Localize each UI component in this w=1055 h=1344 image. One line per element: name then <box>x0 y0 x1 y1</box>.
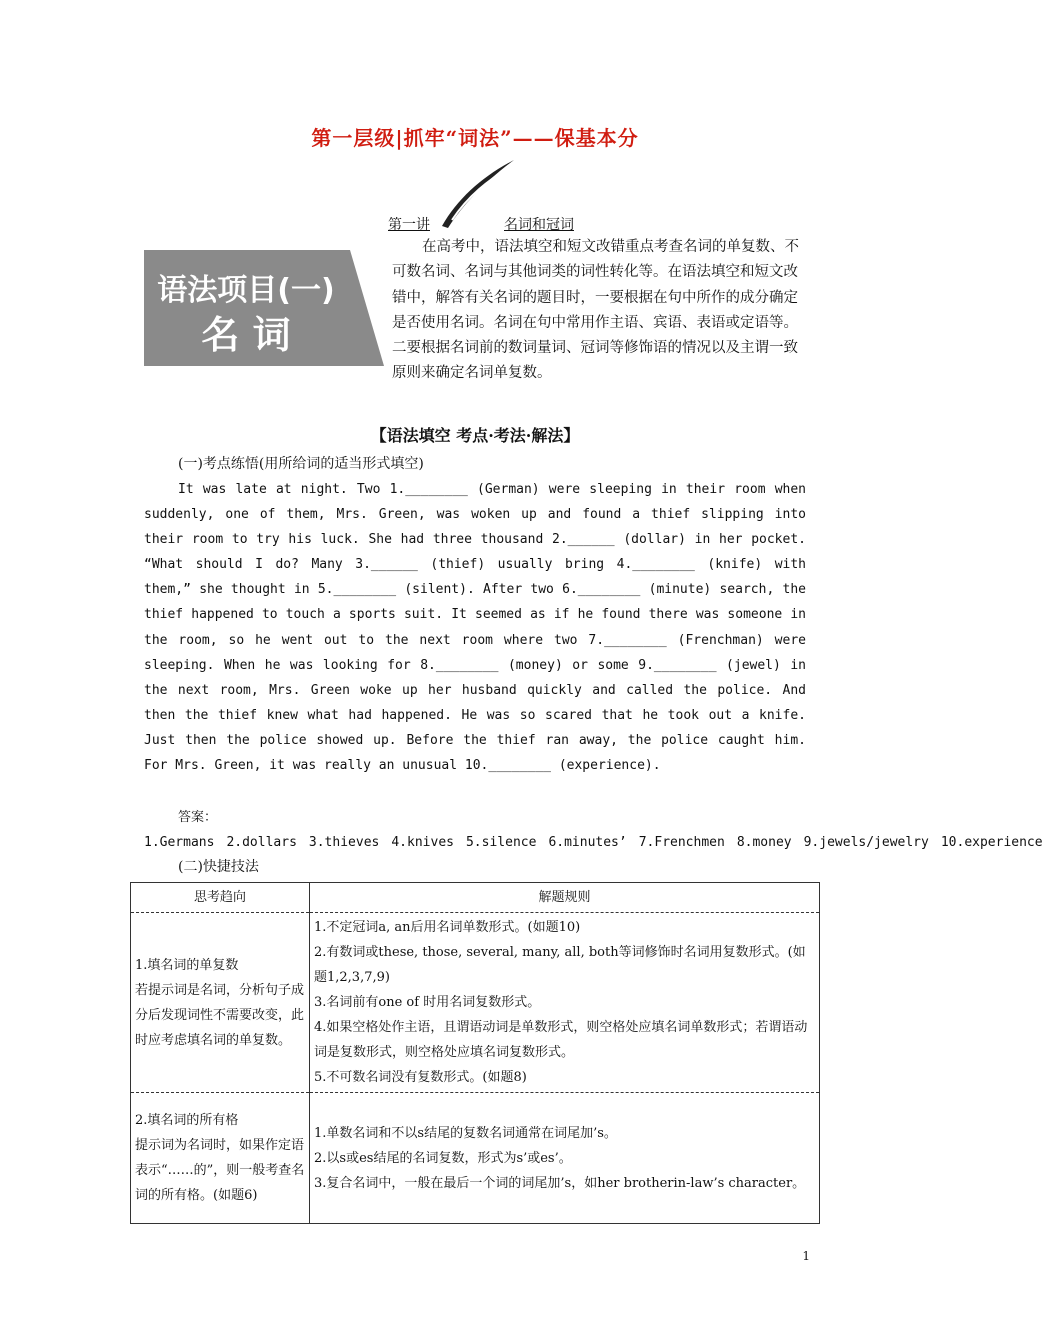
banner-line2: 名 词 <box>201 313 291 357</box>
col-header-thinking: 思考趋向 <box>131 883 310 913</box>
page-number: 1 <box>802 1249 810 1263</box>
col-header-rules: 解题规则 <box>310 883 820 913</box>
intro-paragraph: 在高考中，语法填空和短文改错重点考查名词的单复数、不可数名词、名词与其他词类的词性转化等。在语法填空和短文改错中，解答有关名词的题目时，一要根据在句中所作的成分确定是否使用名词。名词在句中常用作主语、宾语、表语或定语等。二要根据名词前的数词量词、冠词等修饰语的情况以及主谓一致原则来确定名词单复数。 <box>392 239 799 382</box>
table-header-row <box>131 883 820 913</box>
lecture-heading <box>388 214 574 234</box>
table-row <box>131 1093 820 1224</box>
row1-rules: 1.不定冠词a, an后用名词单数形式。(如题10) 2.有数词或these, those, several, many, all, both等词修饰时名词用复数形式。(如题1,2,3,7,9) 3.名词前有one of 时用名词复数形式。 4.如果空格处作主语，且谓语动词是单数形式，则空格处应填名词单数形式；若谓语动词是复数形式，则空格处应填名词复数形式。 5.不可数名词没有复数形式。(如题8) <box>310 913 820 1093</box>
part1-heading: (一)考点练悟(用所给词的适当形式填空) <box>178 456 424 472</box>
row1-thinking: 1.填名词的单复数 若提示词是名词，分析句子成分后发现词性不需要改变，此时应考虑填名词的单复数。 <box>131 913 310 1093</box>
lecture-label: 第一讲 <box>388 217 430 233</box>
part2-heading: (二)快捷技法 <box>178 859 259 875</box>
table-row <box>131 913 820 1093</box>
answer-key: 答案：1.Germans 2.dollars 3.thieves 4.knives 5.silence 6.minutes’ 7.Frenchmen 8.money 9.jewels/jewelry 10.experience <box>144 810 1043 851</box>
answers-label: 答案： <box>178 810 218 825</box>
row2-rules: 1.单数名词和不以s结尾的复数名词通常在词尾加’s。 2.以s或es结尾的名词复数，形式为s’或es’。 3.复合名词中，一般在最后一个词的词尾加’s，如her brotherin-law’s character。 <box>310 1093 820 1224</box>
banner-line1: 语法项目(一) <box>157 273 335 308</box>
section-header: 【语法填空 考点·考法·解法】 <box>370 426 580 445</box>
lecture-topic: 名词和冠词 <box>504 217 574 233</box>
page-title: 第一层级|抓牢“词法”——保基本分 <box>311 126 639 150</box>
row2-thinking: 2.填名词的所有格 提示词为名词时，如果作定语表示“……的”，则一般考查名词的所有格。(如题6) <box>131 1093 310 1224</box>
cloze-passage: It was late at night. Two 1.________ (German) were sleeping in their room when suddenly, one of them, Mrs. Green, was woken up and found a thief slipping into their room to try his luck. She had three thousand 2.______ (dollar) in her pocket. “What should I do? Many 3.______ (thief) usually bring 4.________ (knife) with them,” she thought in 5.________ (silent). After two 6.________ (minute) search, the thief happened to touch a sports suit. It seemed as if he found there was someone in the room, so he went out to the next room where two 7.________ (Frenchman) were sleeping. When he was looking for 8.________ (money) or some 9.________ (jewel) in the next room, Mrs. Green woke up her husband quickly and called the police. And then the thief knew what had happened. He was so scared that he took out a knife. Just then the police showed up. Before the thief ran away, the police caught him. For Mrs. Green, it was really an unusual 10.________ (experience). <box>144 482 806 774</box>
rules-table <box>130 882 820 1224</box>
